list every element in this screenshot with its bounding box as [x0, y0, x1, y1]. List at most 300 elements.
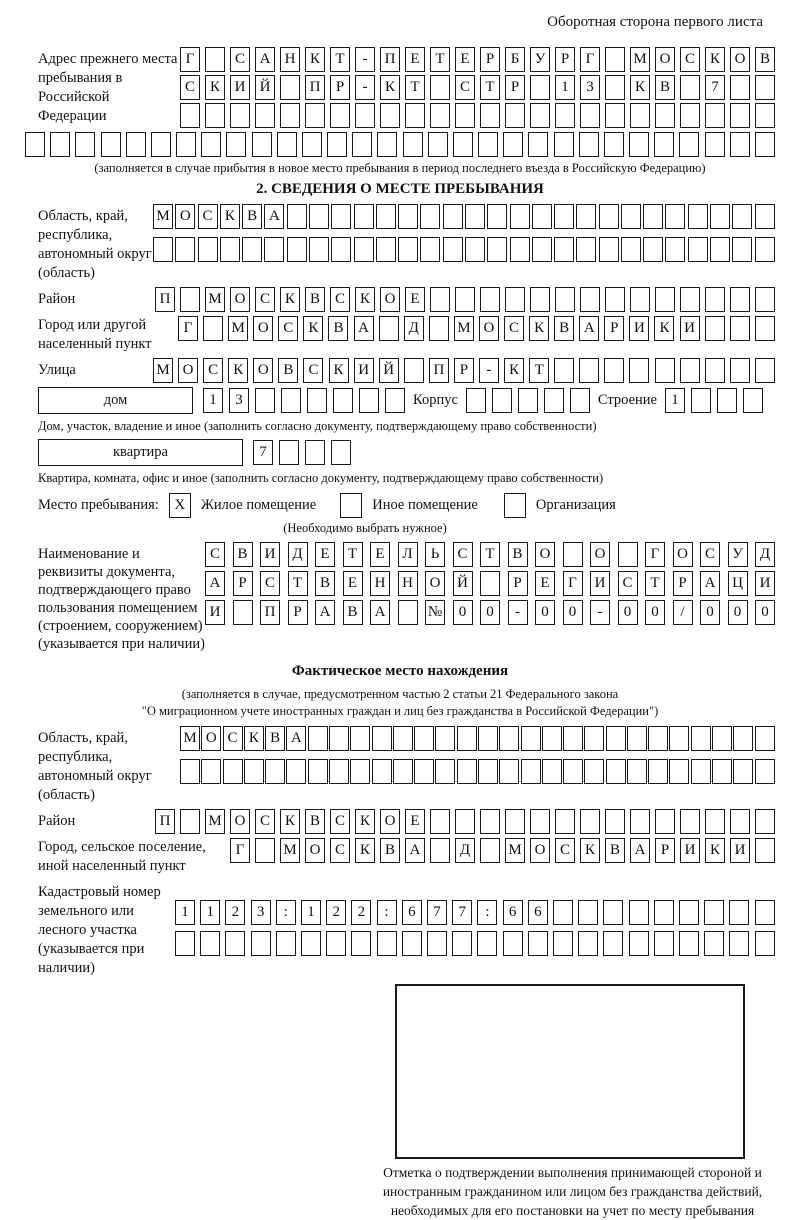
char-cell: Р — [454, 358, 474, 383]
char-cell — [755, 900, 775, 925]
char-cell: А — [264, 204, 284, 229]
char-cell — [430, 103, 450, 128]
char-cell — [430, 838, 450, 863]
char-cell: 0 — [700, 600, 720, 625]
char-cell — [630, 809, 650, 834]
char-cell — [648, 726, 668, 751]
char-cell: Е — [315, 542, 335, 567]
fact-title: Фактическое место нахождения — [291, 663, 509, 679]
char-cell — [435, 759, 455, 784]
char-cell — [579, 132, 599, 157]
char-cell: Т — [330, 47, 350, 72]
char-cell: К — [705, 47, 725, 72]
oblast-label: Область, край, республика, автономный округ (область) — [38, 208, 152, 281]
char-cell — [518, 388, 538, 413]
char-cell — [755, 931, 775, 956]
char-cell: В — [328, 316, 348, 341]
ulitsa-label: Улица — [38, 362, 76, 378]
char-cell: - — [479, 358, 499, 383]
mesto-label: Место пребывания: — [38, 497, 159, 513]
char-cell — [655, 809, 675, 834]
char-cell — [555, 287, 575, 312]
char-cell — [287, 204, 307, 229]
char-cell — [691, 388, 711, 413]
char-cell — [553, 900, 573, 925]
char-cell: - — [355, 75, 375, 100]
char-cell: Р — [480, 47, 500, 72]
char-cell: В — [655, 75, 675, 100]
char-cell: 0 — [618, 600, 638, 625]
char-cell: : — [276, 900, 296, 925]
char-cell — [276, 931, 296, 956]
char-cell: О — [479, 316, 499, 341]
ulitsa-row — [153, 358, 775, 383]
char-cell — [680, 75, 700, 100]
char-cell — [402, 931, 422, 956]
char-cell: 7 — [452, 900, 472, 925]
char-cell — [563, 726, 583, 751]
char-cell: Д — [288, 542, 308, 567]
char-cell — [528, 931, 548, 956]
section2-title: 2. СВЕДЕНИЯ О МЕСТЕ ПРЕБЫВАНИЯ — [256, 181, 544, 197]
char-cell — [429, 316, 449, 341]
char-cell: И — [260, 542, 280, 567]
kadastr-row-2 — [175, 931, 775, 956]
char-cell — [281, 388, 301, 413]
char-cell: О — [253, 316, 273, 341]
char-cell — [480, 571, 500, 596]
char-cell: С — [230, 47, 250, 72]
char-cell: С — [198, 204, 218, 229]
char-cell: Б — [505, 47, 525, 72]
char-cell — [255, 838, 275, 863]
char-cell: 1 — [555, 75, 575, 100]
doc-row-3 — [205, 600, 775, 625]
char-cell: К — [355, 838, 375, 863]
char-cell — [680, 103, 700, 128]
char-cell: О — [380, 809, 400, 834]
char-cell — [621, 237, 641, 262]
char-cell — [457, 726, 477, 751]
char-cell — [755, 838, 775, 863]
char-cell — [200, 931, 220, 956]
kadastr-block — [25, 880, 775, 978]
char-cell — [286, 759, 306, 784]
char-cell — [688, 237, 708, 262]
char-cell — [203, 316, 223, 341]
char-cell — [175, 237, 195, 262]
char-cell — [643, 204, 663, 229]
char-cell — [654, 931, 674, 956]
char-cell — [265, 759, 285, 784]
char-cell: Г — [563, 571, 583, 596]
char-cell: С — [203, 358, 223, 383]
char-cell: В — [305, 809, 325, 834]
char-cell: И — [680, 316, 700, 341]
char-cell: К — [580, 838, 600, 863]
char-cell: 3 — [580, 75, 600, 100]
char-cell — [435, 726, 455, 751]
char-cell — [398, 204, 418, 229]
char-cell — [420, 237, 440, 262]
char-cell — [717, 388, 737, 413]
char-cell: 1 — [665, 388, 685, 413]
char-cell: К — [220, 204, 240, 229]
char-cell: Н — [370, 571, 390, 596]
char-cell: Т — [343, 542, 363, 567]
char-cell: О — [175, 204, 195, 229]
char-cell: : — [477, 900, 497, 925]
char-cell: Т — [480, 542, 500, 567]
char-cell: 2 — [225, 900, 245, 925]
char-cell: О — [305, 838, 325, 863]
char-cell: К — [705, 838, 725, 863]
char-cell — [329, 726, 349, 751]
char-cell: Д — [404, 316, 424, 341]
char-cell — [385, 388, 405, 413]
char-cell — [705, 287, 725, 312]
char-cell — [542, 759, 562, 784]
korpus-label: Корпус — [413, 392, 458, 408]
char-cell — [705, 103, 725, 128]
char-cell: В — [380, 838, 400, 863]
dom-row — [25, 387, 775, 414]
char-cell: М — [228, 316, 248, 341]
char-cell: А — [700, 571, 720, 596]
char-cell — [308, 759, 328, 784]
char-cell — [580, 103, 600, 128]
char-cell: К — [529, 316, 549, 341]
char-cell — [326, 931, 346, 956]
char-cell — [280, 103, 300, 128]
char-cell: А — [205, 571, 225, 596]
char-cell — [414, 726, 434, 751]
char-cell — [372, 726, 392, 751]
char-cell: К — [280, 287, 300, 312]
stroenie-label: Строение — [597, 392, 657, 408]
char-cell — [605, 75, 625, 100]
char-cell — [580, 287, 600, 312]
char-cell — [252, 132, 272, 157]
char-cell — [175, 931, 195, 956]
mesto-row — [25, 493, 775, 518]
char-cell: И — [230, 75, 250, 100]
char-cell — [730, 358, 750, 383]
char-cell — [730, 132, 750, 157]
char-cell: 0 — [645, 600, 665, 625]
char-cell — [279, 440, 299, 465]
stamp-area — [375, 984, 770, 1220]
char-cell: : — [377, 900, 397, 925]
char-cell — [478, 132, 498, 157]
char-cell: Р — [555, 47, 575, 72]
char-cell — [176, 132, 196, 157]
char-cell: К — [244, 726, 264, 751]
fact-gorod-label: Город, сельское поселение, иной населенный пункт — [38, 839, 206, 874]
char-cell: В — [242, 204, 262, 229]
char-cell: Е — [455, 47, 475, 72]
char-cell — [359, 388, 379, 413]
char-cell — [151, 132, 171, 157]
char-cell — [330, 103, 350, 128]
char-cell: - — [590, 600, 610, 625]
char-cell — [669, 759, 689, 784]
char-cell: С — [680, 47, 700, 72]
char-cell: Р — [655, 838, 675, 863]
char-cell — [457, 759, 477, 784]
char-cell: К — [355, 287, 375, 312]
char-cell — [180, 759, 200, 784]
char-cell — [50, 132, 70, 157]
raion-block — [25, 287, 775, 312]
char-cell: С — [303, 358, 323, 383]
char-cell — [302, 132, 322, 157]
char-cell — [578, 900, 598, 925]
char-cell — [599, 237, 619, 262]
char-cell: 1 — [200, 900, 220, 925]
char-cell — [477, 931, 497, 956]
char-cell: А — [315, 600, 335, 625]
char-cell — [710, 204, 730, 229]
choose-note: (Необходимо выбрать нужное) — [283, 521, 447, 535]
char-cell — [755, 287, 775, 312]
char-cell — [665, 204, 685, 229]
char-cell: Р — [673, 571, 693, 596]
char-cell: К — [504, 358, 524, 383]
char-cell — [705, 132, 725, 157]
char-cell: И — [205, 600, 225, 625]
char-cell — [553, 931, 573, 956]
char-cell: П — [260, 600, 280, 625]
char-cell: Н — [398, 571, 418, 596]
char-cell: 1 — [203, 388, 223, 413]
char-cell: 3 — [251, 900, 271, 925]
char-cell — [654, 900, 674, 925]
char-cell — [455, 287, 475, 312]
char-cell: С — [700, 542, 720, 567]
char-cell: Т — [430, 47, 450, 72]
char-cell: Д — [755, 542, 775, 567]
char-cell — [264, 237, 284, 262]
char-cell — [648, 759, 668, 784]
char-cell — [755, 726, 775, 751]
char-cell: С — [255, 809, 275, 834]
char-cell: 6 — [503, 900, 523, 925]
checkbox-zhiloe: X — [169, 493, 191, 518]
char-cell: Ь — [425, 542, 445, 567]
char-cell — [712, 759, 732, 784]
char-cell: Е — [405, 287, 425, 312]
char-cell: В — [315, 571, 335, 596]
char-cell: 7 — [427, 900, 447, 925]
char-cell — [627, 726, 647, 751]
page-side-note: Оборотная сторона первого листа — [547, 14, 763, 30]
char-cell: 0 — [728, 600, 748, 625]
char-cell — [255, 388, 275, 413]
char-cell: Р — [508, 571, 528, 596]
char-cell: С — [330, 287, 350, 312]
char-cell: 7 — [253, 440, 273, 465]
stamp-box — [395, 984, 745, 1159]
char-cell: М — [630, 47, 650, 72]
char-cell — [455, 809, 475, 834]
char-cell — [287, 237, 307, 262]
char-cell: 7 — [705, 75, 725, 100]
char-cell: О — [590, 542, 610, 567]
char-cell — [480, 103, 500, 128]
doc-block — [25, 542, 775, 653]
char-cell — [554, 132, 574, 157]
char-cell — [255, 103, 275, 128]
char-cell — [453, 132, 473, 157]
char-cell — [606, 726, 626, 751]
char-cell — [351, 931, 371, 956]
char-cell — [755, 237, 775, 262]
raion-row — [155, 287, 775, 312]
char-cell — [350, 726, 370, 751]
char-cell: В — [305, 287, 325, 312]
char-cell — [521, 759, 541, 784]
char-cell — [530, 75, 550, 100]
char-cell: С — [278, 316, 298, 341]
char-cell — [455, 103, 475, 128]
char-cell: К — [305, 47, 325, 72]
oblast-row-2 — [153, 237, 775, 262]
char-cell — [532, 237, 552, 262]
char-cell — [180, 103, 200, 128]
char-cell: 6 — [402, 900, 422, 925]
char-cell: С — [180, 75, 200, 100]
char-cell: О — [425, 571, 445, 596]
char-cell — [503, 931, 523, 956]
char-cell: Р — [604, 316, 624, 341]
char-cell — [732, 204, 752, 229]
char-cell: Л — [398, 542, 418, 567]
char-cell — [532, 204, 552, 229]
char-cell — [730, 287, 750, 312]
kvartira-cells — [253, 440, 351, 465]
char-cell — [430, 75, 450, 100]
char-cell: Т — [645, 571, 665, 596]
char-cell — [480, 287, 500, 312]
char-cell — [655, 358, 675, 383]
char-cell — [755, 204, 775, 229]
char-cell — [730, 316, 750, 341]
char-cell — [729, 931, 749, 956]
char-cell — [580, 809, 600, 834]
char-cell — [755, 75, 775, 100]
char-cell: П — [155, 809, 175, 834]
char-cell: В — [508, 542, 528, 567]
char-cell: - — [355, 47, 375, 72]
char-cell — [630, 287, 650, 312]
fact-oblast-row-2 — [180, 759, 775, 784]
char-cell — [555, 809, 575, 834]
fact-raion-row — [155, 809, 775, 834]
fact-oblast-block — [25, 726, 775, 805]
char-cell: / — [673, 600, 693, 625]
oblast-block — [25, 204, 775, 283]
char-cell — [75, 132, 95, 157]
kadastr-row-1 — [175, 900, 775, 925]
char-cell: Г — [580, 47, 600, 72]
char-cell: Ц — [728, 571, 748, 596]
char-cell — [480, 838, 500, 863]
char-cell — [579, 358, 599, 383]
kadastr-label: Кадастровый номер земельного или лесного участка (указывается при наличии) — [38, 884, 161, 976]
char-cell — [680, 287, 700, 312]
char-cell: Г — [180, 47, 200, 72]
char-cell — [505, 287, 525, 312]
char-cell: Т — [480, 75, 500, 100]
fact-oblast-label: Область, край, республика, автономный округ (область) — [38, 730, 152, 803]
char-cell — [629, 900, 649, 925]
char-cell — [691, 759, 711, 784]
char-cell: О — [178, 358, 198, 383]
char-cell: К — [205, 75, 225, 100]
char-cell — [629, 358, 649, 383]
char-cell: Е — [405, 809, 425, 834]
char-cell — [655, 103, 675, 128]
char-cell — [603, 931, 623, 956]
char-cell — [126, 132, 146, 157]
char-cell: С — [618, 571, 638, 596]
char-cell — [478, 759, 498, 784]
char-cell — [277, 132, 297, 157]
char-cell: 0 — [563, 600, 583, 625]
char-cell: Т — [405, 75, 425, 100]
char-cell — [554, 237, 574, 262]
char-cell: К — [630, 75, 650, 100]
char-cell — [679, 931, 699, 956]
char-cell — [233, 600, 253, 625]
char-cell — [712, 726, 732, 751]
char-cell — [627, 759, 647, 784]
char-cell: М — [180, 726, 200, 751]
char-cell: С — [453, 542, 473, 567]
option-organizatsiya-label: Организация — [535, 497, 616, 513]
char-cell — [205, 47, 225, 72]
char-cell: А — [405, 838, 425, 863]
char-cell — [733, 726, 753, 751]
char-cell: М — [505, 838, 525, 863]
char-cell — [621, 204, 641, 229]
char-cell — [733, 759, 753, 784]
char-cell: А — [630, 838, 650, 863]
char-cell: О — [230, 809, 250, 834]
char-cell — [25, 132, 45, 157]
char-cell: С — [255, 287, 275, 312]
option-inoe-label: Иное помещение — [372, 497, 478, 513]
char-cell: В — [278, 358, 298, 383]
char-cell: 3 — [229, 388, 249, 413]
char-cell — [376, 237, 396, 262]
char-cell — [201, 132, 221, 157]
char-cell: К — [280, 809, 300, 834]
char-cell — [605, 103, 625, 128]
char-cell: Р — [505, 75, 525, 100]
char-cell — [505, 809, 525, 834]
char-cell — [643, 237, 663, 262]
fact-gorod-row — [230, 838, 775, 863]
char-cell: Е — [343, 571, 363, 596]
char-cell — [414, 759, 434, 784]
char-cell — [680, 358, 700, 383]
char-cell: 0 — [480, 600, 500, 625]
char-cell: А — [579, 316, 599, 341]
char-cell: П — [380, 47, 400, 72]
char-cell: 6 — [528, 900, 548, 925]
